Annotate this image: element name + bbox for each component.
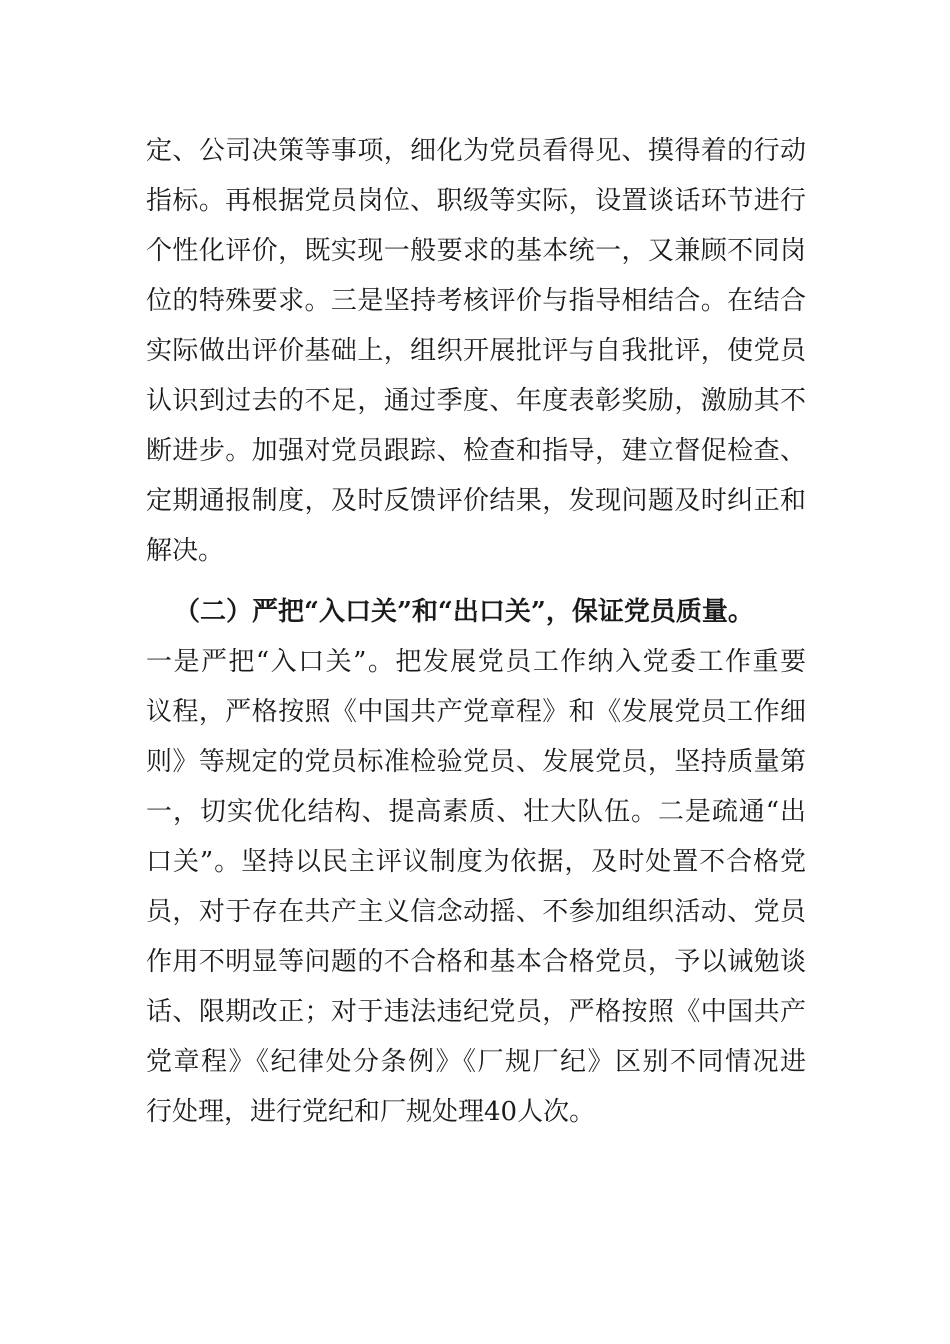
section-heading: （二）严把“入口关”和“出口关”，保证党员质量。 (174, 597, 754, 627)
paragraph-line: 口关”。坚持以民主评议制度为依据，及时处置不合格党 (146, 847, 806, 877)
paragraph-line: 位的特殊要求。三是坚持考核评价与指导相结合。在结合 (146, 286, 806, 316)
paragraph-line: 实际做出评价基础上，组织开展批评与自我批评，使党员 (146, 336, 806, 366)
paragraph-line: 个性化评价，既实现一般要求的基本统一，又兼顾不同岗 (146, 236, 806, 266)
paragraph-line: 定期通报制度，及时反馈评价结果，发现问题及时纠正和 (146, 486, 806, 516)
paragraph-line: 话、限期改正；对于违法违纪党员，严格按照《中国共产 (146, 997, 806, 1027)
paragraph-line: 认识到过去的不足，通过季度、年度表彰奖励，激励其不 (146, 386, 806, 416)
paragraph-line: 议程，严格按照《中国共产党章程》和《发展党员工作细 (146, 697, 806, 727)
paragraph-line: 解决。 (146, 536, 225, 566)
paragraph-line: 一是严把“入口关”。把发展党员工作纳入党委工作重要 (146, 647, 806, 677)
paragraph-line: 员，对于存在共产主义信念动摇、不参加组织活动、党员 (146, 897, 806, 927)
paragraph-line: 则》等规定的党员标准检验党员、发展党员，坚持质量第 (146, 747, 806, 777)
paragraph-line: 一，切实优化结构、提高素质、壮大队伍。二是疏通“出 (146, 797, 806, 827)
paragraph-line: 定、公司决策等事项，细化为党员看得见、摸得着的行动 (146, 136, 806, 166)
paragraph-line: 断进步。加强对党员跟踪、检查和指导，建立督促检查、 (146, 436, 806, 466)
paragraph-line: 党章程》《纪律处分条例》《厂规厂纪》区别不同情况进 (146, 1047, 806, 1077)
paragraph-line: 行处理，进行党纪和厂规处理40人次。 (146, 1097, 596, 1127)
paragraph-line: 作用不明显等问题的不合格和基本合格党员，予以诫勉谈 (146, 947, 806, 977)
paragraph-line: 指标。再根据党员岗位、职级等实际，设置谈话环节进行 (146, 186, 806, 216)
